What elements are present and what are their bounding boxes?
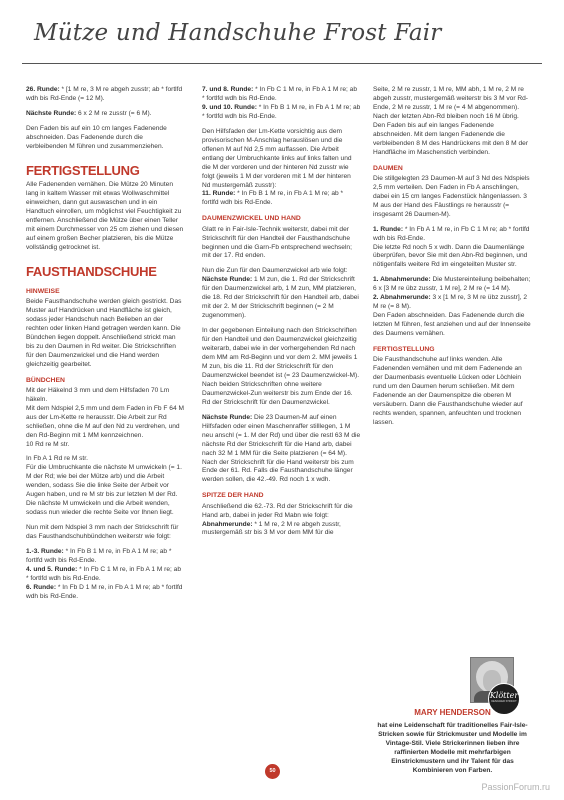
cuff-text-4: In Fb A 1 Rd re M str. <box>26 455 88 463</box>
round-6-text: 6. Runde: * In Fb D 1 M re, in Fb A 1 M re; ab * fortlfd wdh bis Rd-Ende. <box>26 583 183 600</box>
column-3 <box>373 86 532 434</box>
cuff-text-7: Nun mit dem Ndspiel 3 mm nach der Strickschrift für das Fausthandschuhbündchen weiterstr wie folgt: <box>26 524 179 541</box>
subheading-cuffs: BÜNDCHEN <box>26 376 65 384</box>
column-2 <box>202 86 361 538</box>
thumb-finish-text: Den Faden abschneiden. Das Fadenende durch die letzten M führen, fest anziehen und auf der Innenseite des Daumens vernähen. <box>373 312 531 338</box>
thumb-decrease-1-text: 1. Abnahmerunde: Die Mustereinteilung beibehalten; 6 x [3 M re übz zusstr, 1 M re], 2 M re (= 14 M). <box>373 276 531 293</box>
cuff-text-3: 10 Rd re M str. <box>26 440 70 448</box>
subheading-finishing-2: FERTIGSTELLUNG <box>373 346 435 354</box>
notes-text: Beide Fausthandschuhe werden gleich gestrickt. Das Muster auf Handrücken und Handfläche ist gleich, sodass jeder Handschuh nach Belieben an der rechten oder linken Hand getragen werden kann. Die Bündchen liegen doppelt. Anschließend strickt man bis zu den Daumen in Rd weiter. Die Strickschriften für den Daumenzwickel und die Hand werden gleichzeitig gearbeitet. <box>26 297 182 368</box>
title-divider <box>22 63 542 64</box>
cuff-text-6: Die nächste M umwickeln und die Arbeit wenden, sodass nun wieder die rechte Seite vor Ihnen liegt. <box>26 500 174 517</box>
finishing-2-text: Die Fausthandschuhe auf links wenden. Alle Fadenenden vernähen und mit dem Fadenende an der Daumenbasis eventuelle Lücken oder Löchlein rund um den Daumen herum schließen. Mit dem Fadenende an der Daumenspitze die oberen M versäubern. Dann die Fausthandschuhe wieder auf rechts wenden, spannen, anfeuchten und trocknen lassen. <box>373 356 523 426</box>
round-11-text: 11. Runde: * In Fb B 1 M re, in Fb A 1 M re; ab * fortlfd wdh bis Rd-Ende. <box>202 190 344 207</box>
section-heading-mittens: FAUSTHANDSCHUHE <box>26 264 157 280</box>
page-number: 50 <box>265 764 280 779</box>
thumb-text-2: Die letzte Rd noch 5 x wdh. Dann die Daumenlänge überprüfen, bevor Sie mit den Abn-Rd beginnen, und nötigenfalls weitere Rd im eingeteilten Muster str. <box>373 243 528 269</box>
gusset-text-4: In der gegebenen Einteilung nach den Strickschriften für den Handteil und den Daumenzwickel gleichzeitig weiterarb, dabei wie in der vorhergehenden Rd nach dem MM am Rd-Beginn und vor dem 2. MM jeweils 1 M zun, bis die 11. Rd der Strickschrift für den Daumenzwickel beendet ist (= 23 Daumenzwickel-M). <box>202 327 360 379</box>
cuff-text-5: Für die Umbruchkante die nächste M umwickeln (= 1. M der Rd; wie bei der Mütze arb) und die Arbeit wenden, sodass Sie die linke Seite der Arbeit vor Augen haben, und re M str bis zur letzten M der Rd. <box>26 464 182 499</box>
gusset-text-2: Nun die Zun für den Daumenzwickel arb wie folgt: <box>202 267 348 275</box>
next-round-instruction: Nächste Runde: 6 x 2 M re zusstr (= 6 M). <box>26 109 152 117</box>
cuff-text-1: Mit der Häkelnd 3 mm und dem Hilfsfaden 70 Lm häkeln. <box>26 386 170 403</box>
round-7-8-text: 7. und 8. Runde: * In Fb C 1 M re, in Fb A 1 M re; ab * fortlfd wdh bis Rd-Ende. <box>202 86 358 102</box>
finish-thread-text: Den Faden bis auf ein 10 cm langes Fadenende abschneiden. Das Fadenende durch die verbleibenden M führen und zusammenziehen. <box>26 124 167 150</box>
author-bio: hat eine Leidenschaft für traditionelles Fair-Isle-Stricken sowie für Strickmuster und Modelle im Vintage-Stil. Viele Strickerinnen lieben ihre raffinierten Modelle mit mehrfarbigen Einstrickmustern und ihr Talent für das Kombinieren von Farben. <box>377 722 528 775</box>
badge-subtext: DESIGNER STRICKT <box>491 700 517 703</box>
round-1-3-text: 1.-3. Runde: * In Fb B 1 M re, in Fb A 1 M re; ab * fortlfd wdh bis Rd-Ende. <box>26 548 172 564</box>
subheading-hand-tip: SPITZE DER HAND <box>202 492 264 500</box>
watermark: PassionForum.ru <box>481 782 550 792</box>
badge-logo-text: Klötter <box>489 691 519 700</box>
thumb-decrease-2-text: 2. Abnahmerunde: 3 x [1 M re, 3 M re übz zusstr], 2 M re (= 8 M). <box>373 294 528 311</box>
gusset-text-6: Nächste Runde: Die 23 Daumen-M auf einen Hilfsfaden oder einen Maschenraffer stilllegen, 1 M neu anschl (= 1. M der Rd) und über die restl 63 M die nächste Rd der Strickschrift für die Hand arb, dabei nach 32 M 1 MM für die Seite platzieren (= 64 M). <box>202 413 361 457</box>
hand-tip-text-1: Anschließend die 62.-73. Rd der Strickschrift für die Hand arb, dabei in jeder Rd Mabn wie folgt: <box>202 502 353 519</box>
column-1 <box>26 86 185 602</box>
decrease-text: Seite, 2 M re zusstr, 1 M re, MM abh, 1 M re, 2 M re abgeh zusstr, mustergemäß weiterstr bis 3 M vor Rd-Ende, 2 M re zusstr, 1 M re (= 4 M abgenommen). <box>373 86 529 111</box>
remaining-stitches-text: Nach der letzten Abn-Rd bleiben noch 16 M übrig. <box>373 112 519 120</box>
round-4-5-text: 4. und 5. Runde: * In Fb C 1 M re, in Fb A 1 M re; ab * fortlfd wdh bis Rd-Ende. <box>26 565 182 582</box>
hand-tip-text-2: Abnahmerunde: * 1 M re, 2 M re abgeh zusstr, mustergemäß str bis 3 M vor dem MM für die <box>202 520 341 537</box>
thumb-text-1: Die stillgelegten 23 Daumen-M auf 3 Nd des Ndspiels 2,5 mm verteilen. Den Faden in Fb A anschlingen, dabei ein 15 cm langes Fadenstück hängenlassen. 3 M aus der Hand des Fäustlings re herausstr (= insgesamt 26 Daumen-M). <box>373 174 530 218</box>
gusset-text-3: Nächste Runde: 1 M zun, die 1. Rd der Strickschrift für den Daumenzwickel arb, 1 M zun, MM platzieren, die 18. Rd der Strickschrift für den Handteil arb, dabei mit der 2. M der Strickschrift beginnen (= 2 M zugenommen). <box>202 276 359 320</box>
subheading-notes: HINWEISE <box>26 287 60 295</box>
finishing-text: Alle Fadenenden vernähen. Die Mütze 20 Minuten lang in kaltem Wasser mit etwas Wollwaschmittel einweichen, dann gut auswaschen und in ein Handtuch einrollen, um möglichst viel Feuchtigkeit zu entfernen. Anschließend die Mütze über einen Teller mit einem Durchmesser von 25 cm ziehen und diesen auf einem großen Becher platzieren, bis die Mütze vollständig getrocknet ist. <box>26 181 184 252</box>
row-26-instruction: 26. Runde: * [1 M re, 3 M re abgeh zusstr; ab * fortlfd wdh bis Rd-Ende (= 12 M). <box>26 86 183 102</box>
gusset-text-7: Nach der Strickschrift für die Hand weiterstr bis zum Ende der 61. Rd. Falls die Fausthandschuhe länger werden sollen, die 42.-49. Rd noch 1 x wdh. <box>202 458 354 484</box>
section-heading-finishing: FERTIGSTELLUNG <box>26 162 140 178</box>
subheading-thumb-gusset: DAUMENZWICKEL UND HAND <box>202 215 301 223</box>
graft-text: Den Faden bis auf ein langes Fadenende abschneiden. Mit dem langen Fadenende die verbleibenden 8 M des Handrückens mit den 8 M der Handfläche im Maschenstich verbinden. <box>373 121 529 156</box>
page-title: Mütze und Handschuhe Frost Fair <box>34 20 442 46</box>
gusset-text-5: Nach beiden Strickschriften ohne weitere Daumenzwickel-Zun weiterstr bis zum Ende der 16. Rd der Strickschrift für den Daumenzwickel. <box>202 380 353 406</box>
provisional-cast-on-text: Den Hilfsfaden der Lm-Kette vorsichtig aus dem provisorischen M-Anschlag herauslösen und die offenen M auf Nd 2,5 mm auffassen. Die Arbeit entlang der Umbruchkante links auf links falten und die M der vorderen und der hinteren Nd zusstr wie folgt (jeweils 1 M der vorderen mit 1 M der hinteren Nd mustergemäß zusstr): <box>202 127 352 189</box>
round-9-10-text: 9. und 10. Runde: * In Fb B 1 M re, in Fb A 1 M re; ab * fortlfd wdh bis Rd-Ende. <box>202 103 361 120</box>
gusset-text-1: Glatt re in Fair-Isle-Technik weiterstr, dabei mit der Strickschrift für den Handteil der Fausthandschuhe beginnen und die Garn-Fb entsprechend wechseln; mit der 17. Rd enden. <box>202 225 352 260</box>
subheading-thumb: DAUMEN <box>373 164 403 172</box>
author-name: MARY HENDERSON <box>414 708 491 717</box>
thumb-round-1-text: 1. Runde: * In Fb A 1 M re, in Fb C 1 M re; ab * fortlfd wdh bis Rd-Ende. <box>373 225 530 242</box>
cuff-text-2: Mit dem Ndspiel 2,5 mm und dem Faden in Fb F 64 M aus der Lm-Kette re herausstr. Die Arbeit zur Rd schließen, ohne die M auf den Nd zu verdrehen, und den Rd-Beginn mit 1 MM kennzeichnen. <box>26 404 184 439</box>
